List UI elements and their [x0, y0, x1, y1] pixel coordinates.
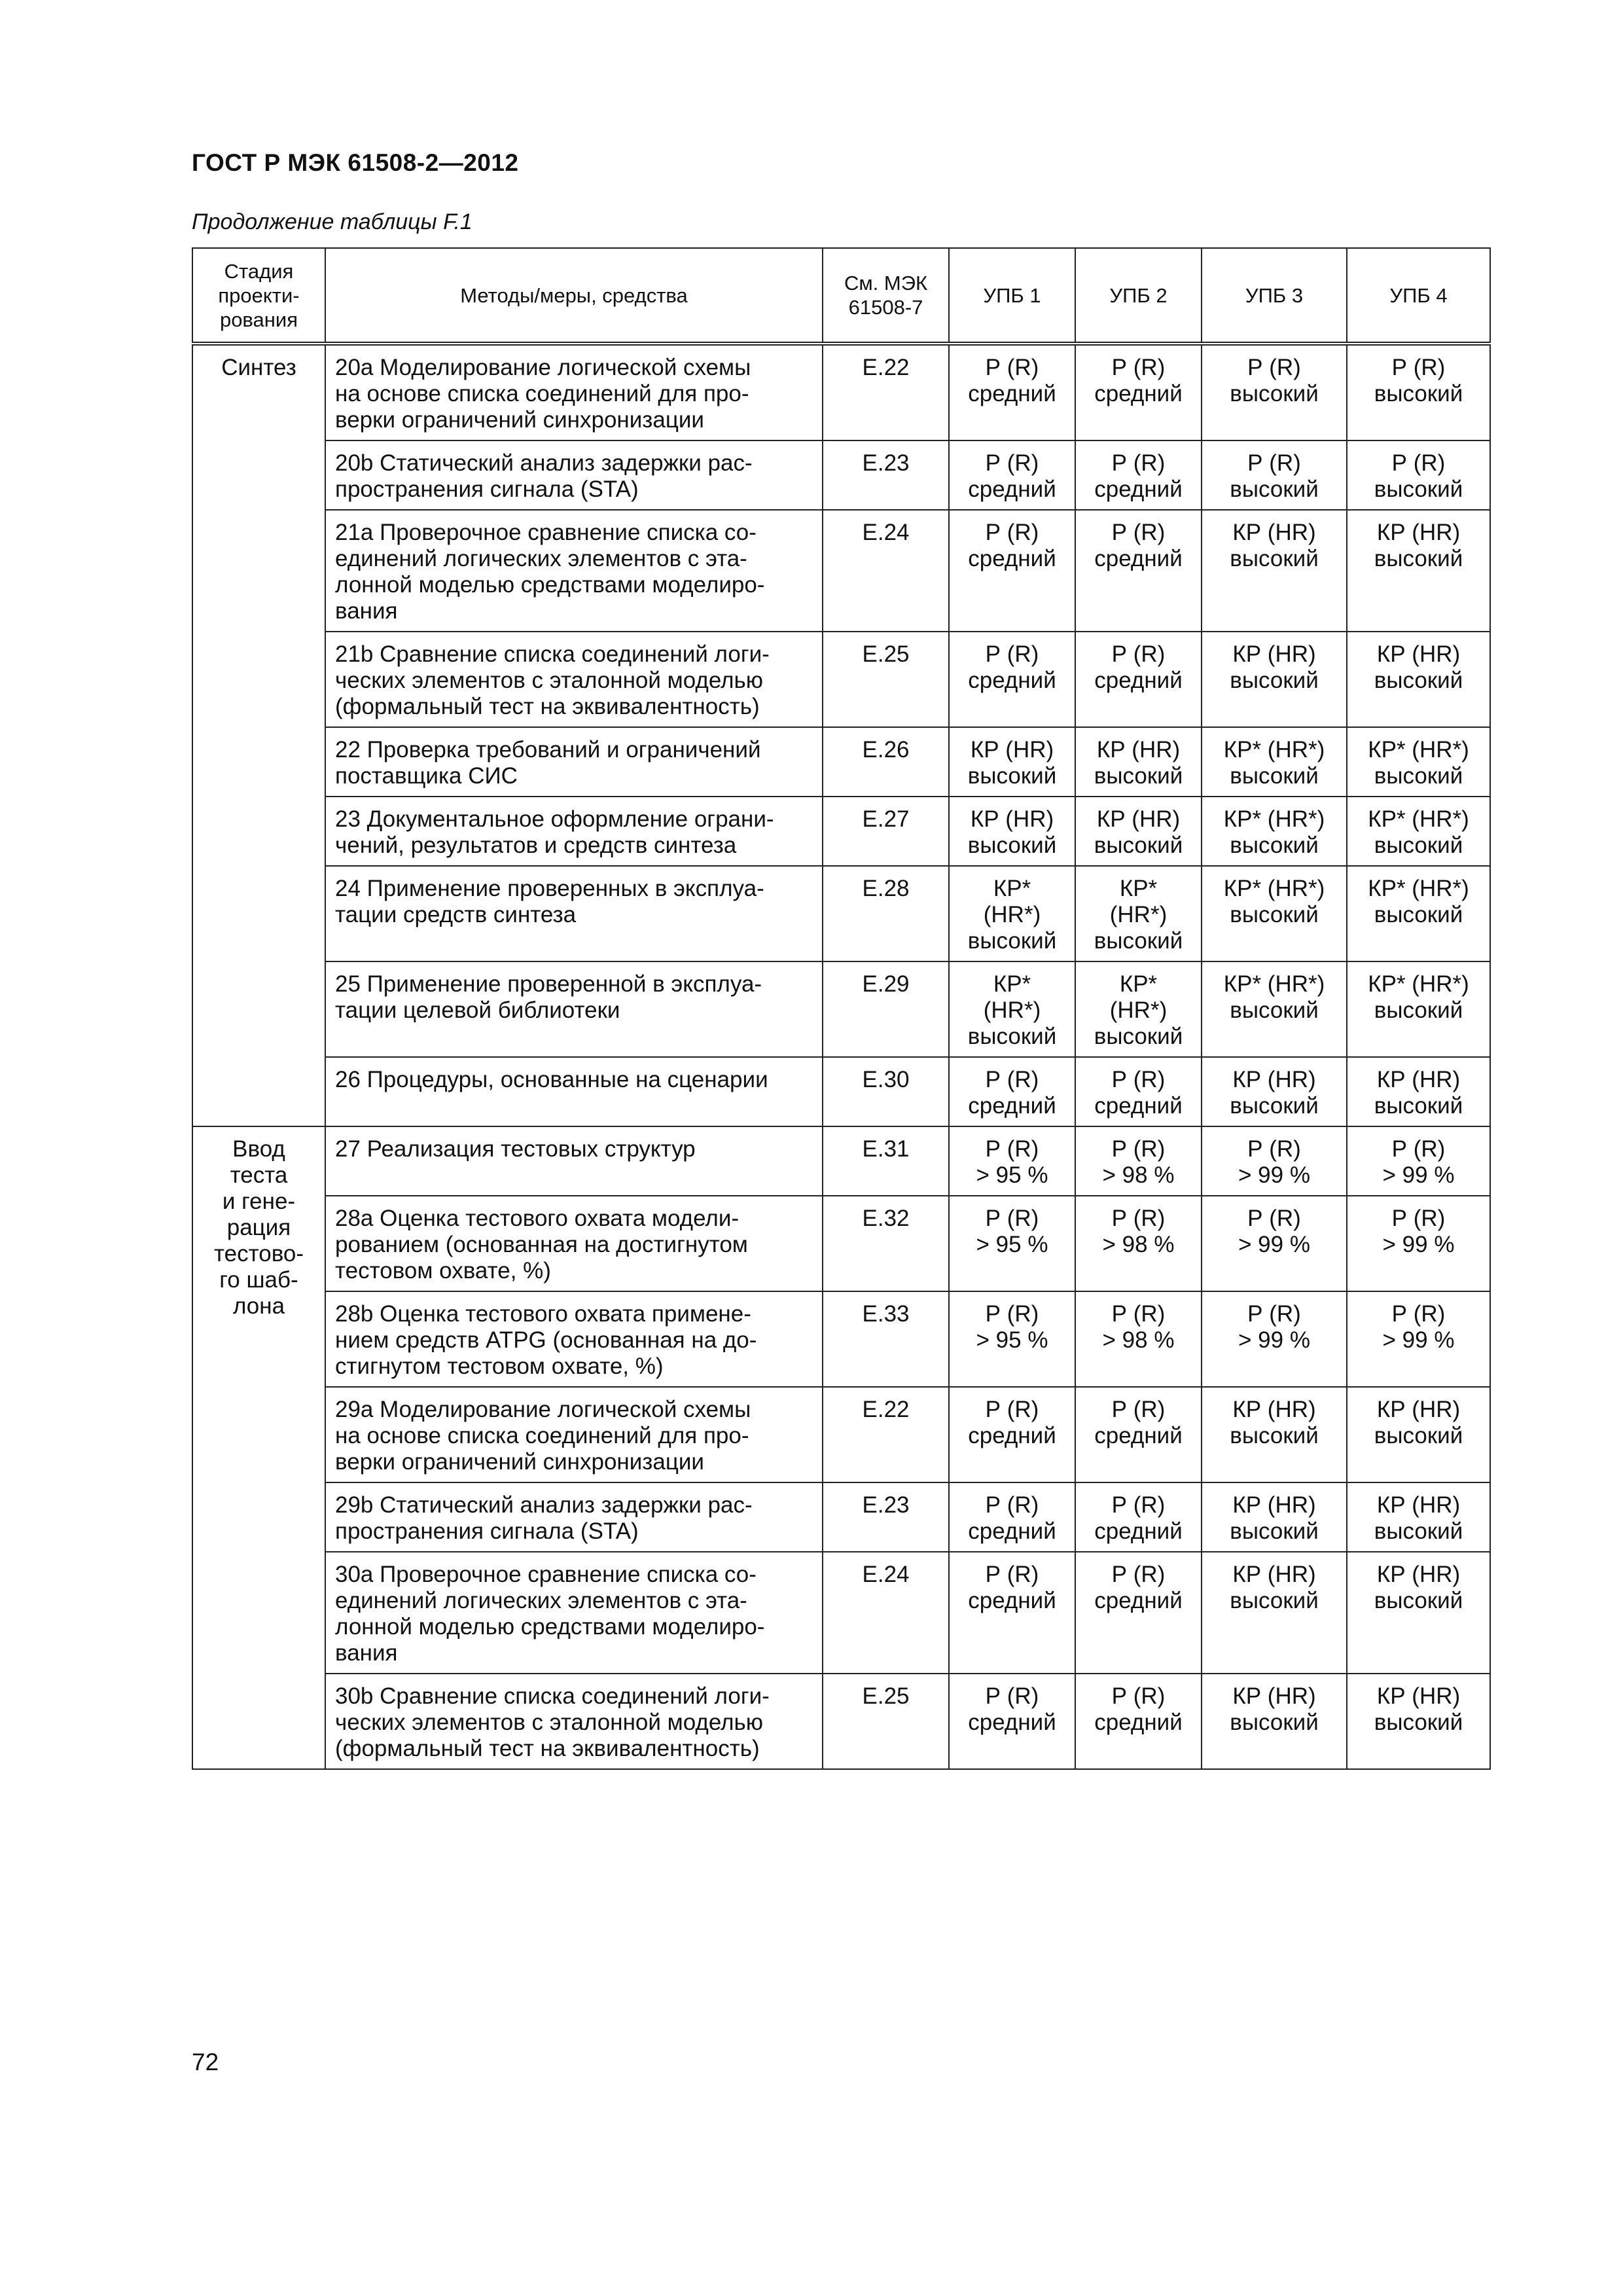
upb3-cell: КР (HR) высокий — [1202, 1057, 1347, 1126]
upb4-cell: КР* (HR*) высокий — [1347, 727, 1490, 797]
upb3-cell: Р (R) высокий — [1202, 440, 1347, 510]
method-cell: 27 Реализация тестовых структур — [325, 1126, 823, 1196]
upb3-cell: Р (R) > 99 % — [1202, 1291, 1347, 1387]
column-header-upb4: УПБ 4 — [1347, 248, 1490, 344]
table-row — [192, 1552, 1490, 1674]
table-row — [192, 344, 1490, 440]
reference-cell: E.22 — [823, 1387, 949, 1482]
method-cell: 30а Проверочное сравнение списка со- единений логических элементов с эта- лонной моделью средствами моделиро- вания — [325, 1552, 823, 1674]
upb2-cell: КР (HR) высокий — [1075, 797, 1202, 866]
upb3-cell: КР (HR) высокий — [1202, 1482, 1347, 1552]
upb2-cell: Р (R) > 98 % — [1075, 1126, 1202, 1196]
column-header-upb2: УПБ 2 — [1075, 248, 1202, 344]
reference-cell: E.27 — [823, 797, 949, 866]
upb2-cell: Р (R) средний — [1075, 632, 1202, 727]
upb1-cell: КР (HR) высокий — [949, 797, 1075, 866]
reference-cell: E.29 — [823, 961, 949, 1057]
upb4-cell: КР (HR) высокий — [1347, 632, 1490, 727]
upb3-cell: КР (HR) высокий — [1202, 1552, 1347, 1674]
table-row — [192, 1291, 1490, 1387]
upb4-cell: КР (HR) высокий — [1347, 1674, 1490, 1769]
upb1-cell: Р (R) средний — [949, 1552, 1075, 1674]
table-row — [192, 1387, 1490, 1482]
upb3-cell: КР (HR) высокий — [1202, 632, 1347, 727]
table-row — [192, 866, 1490, 961]
upb1-cell: Р (R) средний — [949, 510, 1075, 632]
upb1-cell: Р (R) средний — [949, 1482, 1075, 1552]
method-cell: 22 Проверка требований и ограничений поставщика СИС — [325, 727, 823, 797]
method-cell: 30b Сравнение списка соединений логи- ческих элементов с эталонной моделью (формальный тест на эквивалентность) — [325, 1674, 823, 1769]
upb1-cell: КР* (HR*) высокий — [949, 866, 1075, 961]
method-cell: 28а Оценка тестового охвата модели- рованием (основанная на достигнутом тестовом охвате, %) — [325, 1196, 823, 1291]
column-header-methods: Методы/меры, средства — [325, 248, 823, 344]
upb3-cell: КР* (HR*) высокий — [1202, 866, 1347, 961]
upb3-cell: КР* (HR*) высокий — [1202, 727, 1347, 797]
upb4-cell: Р (R) > 99 % — [1347, 1196, 1490, 1291]
upb4-cell: Р (R) > 99 % — [1347, 1291, 1490, 1387]
reference-cell: E.26 — [823, 727, 949, 797]
upb1-cell: Р (R) средний — [949, 344, 1075, 440]
reference-cell: E.24 — [823, 1552, 949, 1674]
column-header-stage: Стадия проекти- рования — [192, 248, 325, 344]
upb3-cell: КР (HR) высокий — [1202, 510, 1347, 632]
upb2-cell: Р (R) средний — [1075, 1552, 1202, 1674]
upb1-cell: Р (R) средний — [949, 440, 1075, 510]
table-row — [192, 1674, 1490, 1769]
reference-cell: E.30 — [823, 1057, 949, 1126]
upb4-cell: КР (HR) высокий — [1347, 1387, 1490, 1482]
reference-cell: E.28 — [823, 866, 949, 961]
method-cell: 20b Статический анализ задержки рас- пространения сигнала (STA) — [325, 440, 823, 510]
upb3-cell: Р (R) > 99 % — [1202, 1196, 1347, 1291]
table-body — [192, 344, 1490, 1769]
upb2-cell: Р (R) средний — [1075, 440, 1202, 510]
method-cell: 23 Документальное оформление ограни- чений, результатов и средств синтеза — [325, 797, 823, 866]
table-row — [192, 1196, 1490, 1291]
upb4-cell: Р (R) > 99 % — [1347, 1126, 1490, 1196]
upb1-cell: Р (R) средний — [949, 1387, 1075, 1482]
reference-cell: E.32 — [823, 1196, 949, 1291]
upb4-cell: КР* (HR*) высокий — [1347, 797, 1490, 866]
table-row — [192, 1057, 1490, 1126]
method-cell: 29а Моделирование логической схемы на основе списка соединений для про- верки ограничений синхронизации — [325, 1387, 823, 1482]
method-cell: 26 Процедуры, основанные на сценарии — [325, 1057, 823, 1126]
stage-cell: Синтез — [192, 344, 325, 1126]
table-row — [192, 510, 1490, 632]
document-title: ГОСТ Р МЭК 61508-2—2012 — [192, 149, 519, 176]
reference-cell: E.23 — [823, 1482, 949, 1552]
stage-cell: Ввод теста и гене- рация тестово- го шаб- лона — [192, 1126, 325, 1769]
table-caption: Продолжение таблицы F.1 — [192, 209, 473, 234]
upb4-cell: КР* (HR*) высокий — [1347, 866, 1490, 961]
upb2-cell: Р (R) > 98 % — [1075, 1291, 1202, 1387]
upb1-cell: Р (R) средний — [949, 1057, 1075, 1126]
upb4-cell: КР (HR) высокий — [1347, 510, 1490, 632]
method-cell: 21b Сравнение списка соединений логи- ческих элементов с эталонной моделью (формальный тест на эквивалентность) — [325, 632, 823, 727]
method-cell: 24 Применение проверенных в эксплуа- тации средств синтеза — [325, 866, 823, 961]
reference-cell: E.31 — [823, 1126, 949, 1196]
upb4-cell: КР (HR) высокий — [1347, 1482, 1490, 1552]
upb3-cell: КР* (HR*) высокий — [1202, 797, 1347, 866]
upb2-cell: КР* (HR*) высокий — [1075, 961, 1202, 1057]
reference-cell: E.23 — [823, 440, 949, 510]
upb2-cell: КР (HR) высокий — [1075, 727, 1202, 797]
upb2-cell: Р (R) > 98 % — [1075, 1196, 1202, 1291]
upb1-cell: Р (R) средний — [949, 632, 1075, 727]
table-row — [192, 797, 1490, 866]
upb1-cell: КР (HR) высокий — [949, 727, 1075, 797]
column-header-reference: См. МЭК 61508-7 — [823, 248, 949, 344]
upb2-cell: КР* (HR*) высокий — [1075, 866, 1202, 961]
table-row — [192, 1482, 1490, 1552]
page-number: 72 — [192, 2049, 219, 2075]
upb1-cell: Р (R) средний — [949, 1674, 1075, 1769]
upb1-cell: Р (R) > 95 % — [949, 1126, 1075, 1196]
upb2-cell: Р (R) средний — [1075, 1482, 1202, 1552]
upb1-cell: КР* (HR*) высокий — [949, 961, 1075, 1057]
method-cell: 28b Оценка тестового охвата примене- нием средств ATPG (основанная на до- стигнутом тестовом охвате, %) — [325, 1291, 823, 1387]
upb2-cell: Р (R) средний — [1075, 1387, 1202, 1482]
upb4-cell: КР (HR) высокий — [1347, 1552, 1490, 1674]
reference-cell: E.33 — [823, 1291, 949, 1387]
requirements-table — [192, 247, 1491, 1770]
table-row — [192, 632, 1490, 727]
table-row — [192, 1126, 1490, 1196]
table-row — [192, 961, 1490, 1057]
column-header-upb1: УПБ 1 — [949, 248, 1075, 344]
upb2-cell: Р (R) средний — [1075, 1674, 1202, 1769]
upb1-cell: Р (R) > 95 % — [949, 1196, 1075, 1291]
table-row — [192, 440, 1490, 510]
upb3-cell: КР (HR) высокий — [1202, 1387, 1347, 1482]
upb1-cell: Р (R) > 95 % — [949, 1291, 1075, 1387]
upb3-cell: Р (R) высокий — [1202, 344, 1347, 440]
reference-cell: E.25 — [823, 1674, 949, 1769]
upb4-cell: КР (HR) высокий — [1347, 1057, 1490, 1126]
upb3-cell: КР (HR) высокий — [1202, 1674, 1347, 1769]
upb2-cell: Р (R) средний — [1075, 1057, 1202, 1126]
method-cell: 25 Применение проверенной в эксплуа- тации целевой библиотеки — [325, 961, 823, 1057]
table-row — [192, 727, 1490, 797]
upb4-cell: Р (R) высокий — [1347, 440, 1490, 510]
upb3-cell: КР* (HR*) высокий — [1202, 961, 1347, 1057]
upb2-cell: Р (R) средний — [1075, 344, 1202, 440]
upb3-cell: Р (R) > 99 % — [1202, 1126, 1347, 1196]
method-cell: 21а Проверочное сравнение списка со- единений логических элементов с эта- лонной моделью средствами моделиро- вания — [325, 510, 823, 632]
upb4-cell: Р (R) высокий — [1347, 344, 1490, 440]
method-cell: 29b Статический анализ задержки рас- пространения сигнала (STA) — [325, 1482, 823, 1552]
method-cell: 20а Моделирование логической схемы на основе списка соединений для про- верки ограничений синхронизации — [325, 344, 823, 440]
reference-cell: E.24 — [823, 510, 949, 632]
table-header-row — [192, 248, 1490, 344]
reference-cell: E.22 — [823, 344, 949, 440]
reference-cell: E.25 — [823, 632, 949, 727]
column-header-upb3: УПБ 3 — [1202, 248, 1347, 344]
upb2-cell: Р (R) средний — [1075, 510, 1202, 632]
upb4-cell: КР* (HR*) высокий — [1347, 961, 1490, 1057]
